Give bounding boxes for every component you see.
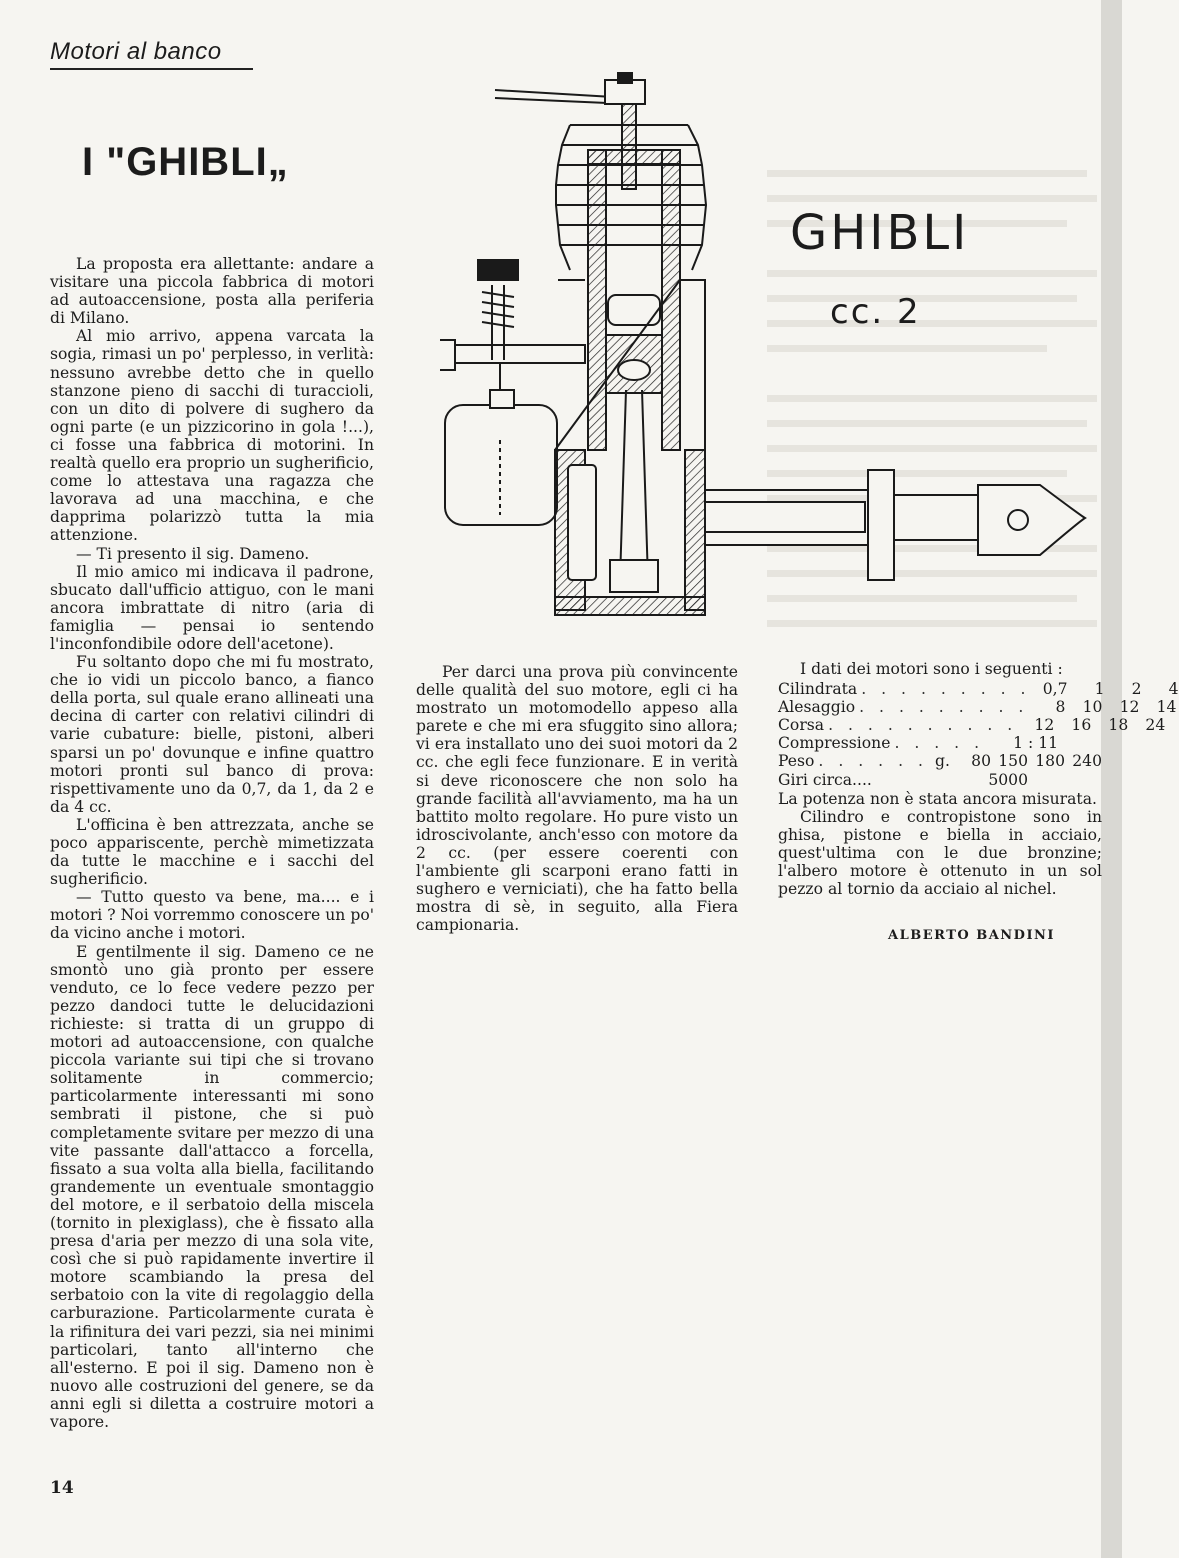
spec-label: Cilindrata	[778, 680, 858, 699]
spec-row: Cilindrata . . . . . . . . . 0,7 1 2 4	[778, 680, 1179, 699]
section-underline	[50, 68, 253, 70]
middle-text-column	[416, 663, 738, 934]
crankshaft	[705, 502, 865, 532]
diagram-subtitle: cc. 2	[830, 292, 921, 332]
spec-row: Alesaggio . . . . . . . . . 8 10 12 14	[778, 698, 1177, 717]
right-text-column	[778, 790, 1102, 899]
spec-label: Peso	[778, 752, 815, 771]
engine-cross-section-drawing	[430, 70, 1090, 630]
paragraph: — Ti presento il sig. Dameno.	[76, 544, 310, 563]
spec-value: 4	[1168, 680, 1179, 699]
paragraph: La potenza non è stata ancora misurata.	[778, 790, 1097, 808]
cylinder-wall-left	[588, 150, 606, 450]
spec-label: Giri circa....	[778, 770, 872, 789]
spec-value: 2	[1131, 680, 1142, 699]
spec-value: 1 : 11	[1013, 734, 1059, 753]
left-text-column	[50, 255, 374, 1431]
spec-value: 8	[1055, 698, 1066, 717]
spec-value: 1	[1094, 680, 1105, 699]
intake-tube	[455, 345, 585, 363]
paragraph: Fu soltanto dopo che mi fu mostrato, che io vidi un piccolo banco, a fianco della porta, sul quale erano allineati una decina di carter con relativi cilindri di varie cubature: bielle, pistoni, alberi sparsi un po' dovunque e infine quattro motori pronti sul banco di prova: rispettivamente uno da 0,7, da 1, da 2 e da 4 cc.	[50, 653, 374, 816]
paragraph: Per darci una prova più convincente delle qualità del suo motore, egli ci ha mostrato un motomodello appeso alla parete e che mi era sfuggito sino allora; vi era installato uno dei suoi motori da 2 cc. che egli fece funzionare. E in verità si deve riconoscere che non solo ha grande facilità all'avviamento, ma ha un battito molto regolare. Ho pure visto un idroscivolante, anch'esso con motore da 2 cc. (per essere coerenti con l'ambiente gli scarponi erano fatti in sughero e verniciati), che ha fatto bella mostra di sè, in seguito, alla Fiera campionaria.	[416, 663, 738, 935]
article-headline: I "GHIBLI„	[82, 140, 289, 184]
spec-value: 18	[1108, 716, 1129, 735]
spec-table	[778, 660, 1179, 789]
spec-value: 180	[1035, 752, 1065, 771]
paragraph: Al mio arrivo, appena varcata la sogia, rimasi un po' perplesso, in verlità: nessuno avrebbe detto che in quello stanzone pieno di sacchi di turaccioli, con un dito di polvere di sughero da ogni parte (e un pizzicorino in gola !...), ci fosse una fabbrica di motorini. In realtà quello era proprio un sugherificio, come lo attestava una ragazza che lavorava ad una macchina, e che dapprima polarizzò tutta la mia attenzione.	[50, 327, 374, 545]
piston	[608, 295, 660, 325]
paragraph: Il mio amico mi indicava il padrone, sbucato dall'ufficio attiguo, con le mani ancora imbrattate di nitro (aria di famiglia — pensai io sentendo l'inconfondibile odore dell'acetone).	[50, 562, 374, 653]
spec-label: Alesaggio	[778, 698, 856, 717]
spec-value: 80	[971, 752, 991, 771]
spec-value: 0,7	[1042, 680, 1068, 699]
spec-value: 10	[1082, 698, 1103, 717]
spec-value: 150	[998, 752, 1028, 771]
paragraph: E gentilmente il sig. Dameno ce ne smontò uno già pronto per essere venduto, ce lo fece vedere pezzo per pezzo dandoci tutte le delucidazioni richieste: si tratta di un gruppo di motori ad autoaccensione, con qualche piccola variante sui tipi che si trovano solitamente in commercio; particolarmente interessanti mi sono sembrati il pistone, che si può completamente svitare per mezzo di una vite passante dall'attacco a forcella, fissato a sua volta alla biella, facilitando grandemente un eventuale smontaggio del motore, e il serbatoio della miscela (tornito in plexiglass), che è fissato alla presa d'aria per mezzo di una sola vite, così che si può rapidamente invertire il motore scambiando la presa del serbatoio con la vite di regolaggio della carburazione. Particolarmente curata è la rifinitura dei vari pezzi, sia nei minimi particolari, tanto all'interno che all'esterno. E poi il sig. Dameno non è nuovo alle costruzioni del genere, se da anni egli si diletta a costruire motori a vapore.	[50, 942, 374, 1431]
spec-row: Corsa . . . . . . . . . . 12 16 18 24	[778, 716, 1166, 735]
paragraph: L'officina è ben attrezzata, anche se poco appariscente, perchè mimetizzata da tutte le macchine e i sacchi del sugherificio.	[50, 815, 374, 889]
section-label: Motori al banco	[50, 38, 222, 65]
author-byline: ALBERTO BANDINI	[888, 928, 1055, 943]
compression-screw	[622, 104, 636, 189]
spinner	[978, 485, 1085, 555]
paragraph: Cilindro e contropistone sono in ghisa, pistone e biella in acciaio, quest'ultima con le due bronzine; l'albero motore è ottenuto in un sol pezzo al tornio da acciaio al nichel.	[778, 808, 1102, 899]
diagram-title: GHIBLI	[790, 205, 970, 261]
needle-knob	[478, 260, 518, 280]
spec-value: 12	[1034, 716, 1055, 735]
spec-value: 14	[1156, 698, 1177, 717]
spec-row: Peso . . . . . . g. 80 150 180 240	[778, 752, 1102, 771]
paragraph: La proposta era allettante: andare a visitare una piccola fabbrica di motori ad autoaccensione, posta alla periferia di Milano.	[50, 255, 374, 328]
spec-value: 5000	[988, 770, 1028, 789]
spec-row	[778, 771, 1102, 789]
spec-value: 12	[1119, 698, 1140, 717]
page-number: 14	[50, 1478, 74, 1498]
spec-unit: g.	[935, 752, 950, 771]
spec-value: 16	[1071, 716, 1092, 735]
spec-intro: I dati dei motori sono i seguenti :	[800, 660, 1063, 678]
spec-label: Compressione	[778, 734, 891, 753]
prop-driver	[868, 470, 894, 580]
spec-label: Corsa	[778, 716, 825, 735]
spec-row: Compressione . . . . . 1 : 11	[778, 734, 1059, 753]
spec-value: 24	[1145, 716, 1166, 735]
spec-value: 240	[1072, 752, 1102, 771]
rear-cover	[568, 465, 596, 580]
paragraph: — Tutto questo va bene, ma.... e i motori ? Noi vorremmo conoscere un po' da vicino anche i motori.	[50, 888, 374, 943]
connecting-rod	[620, 390, 648, 580]
